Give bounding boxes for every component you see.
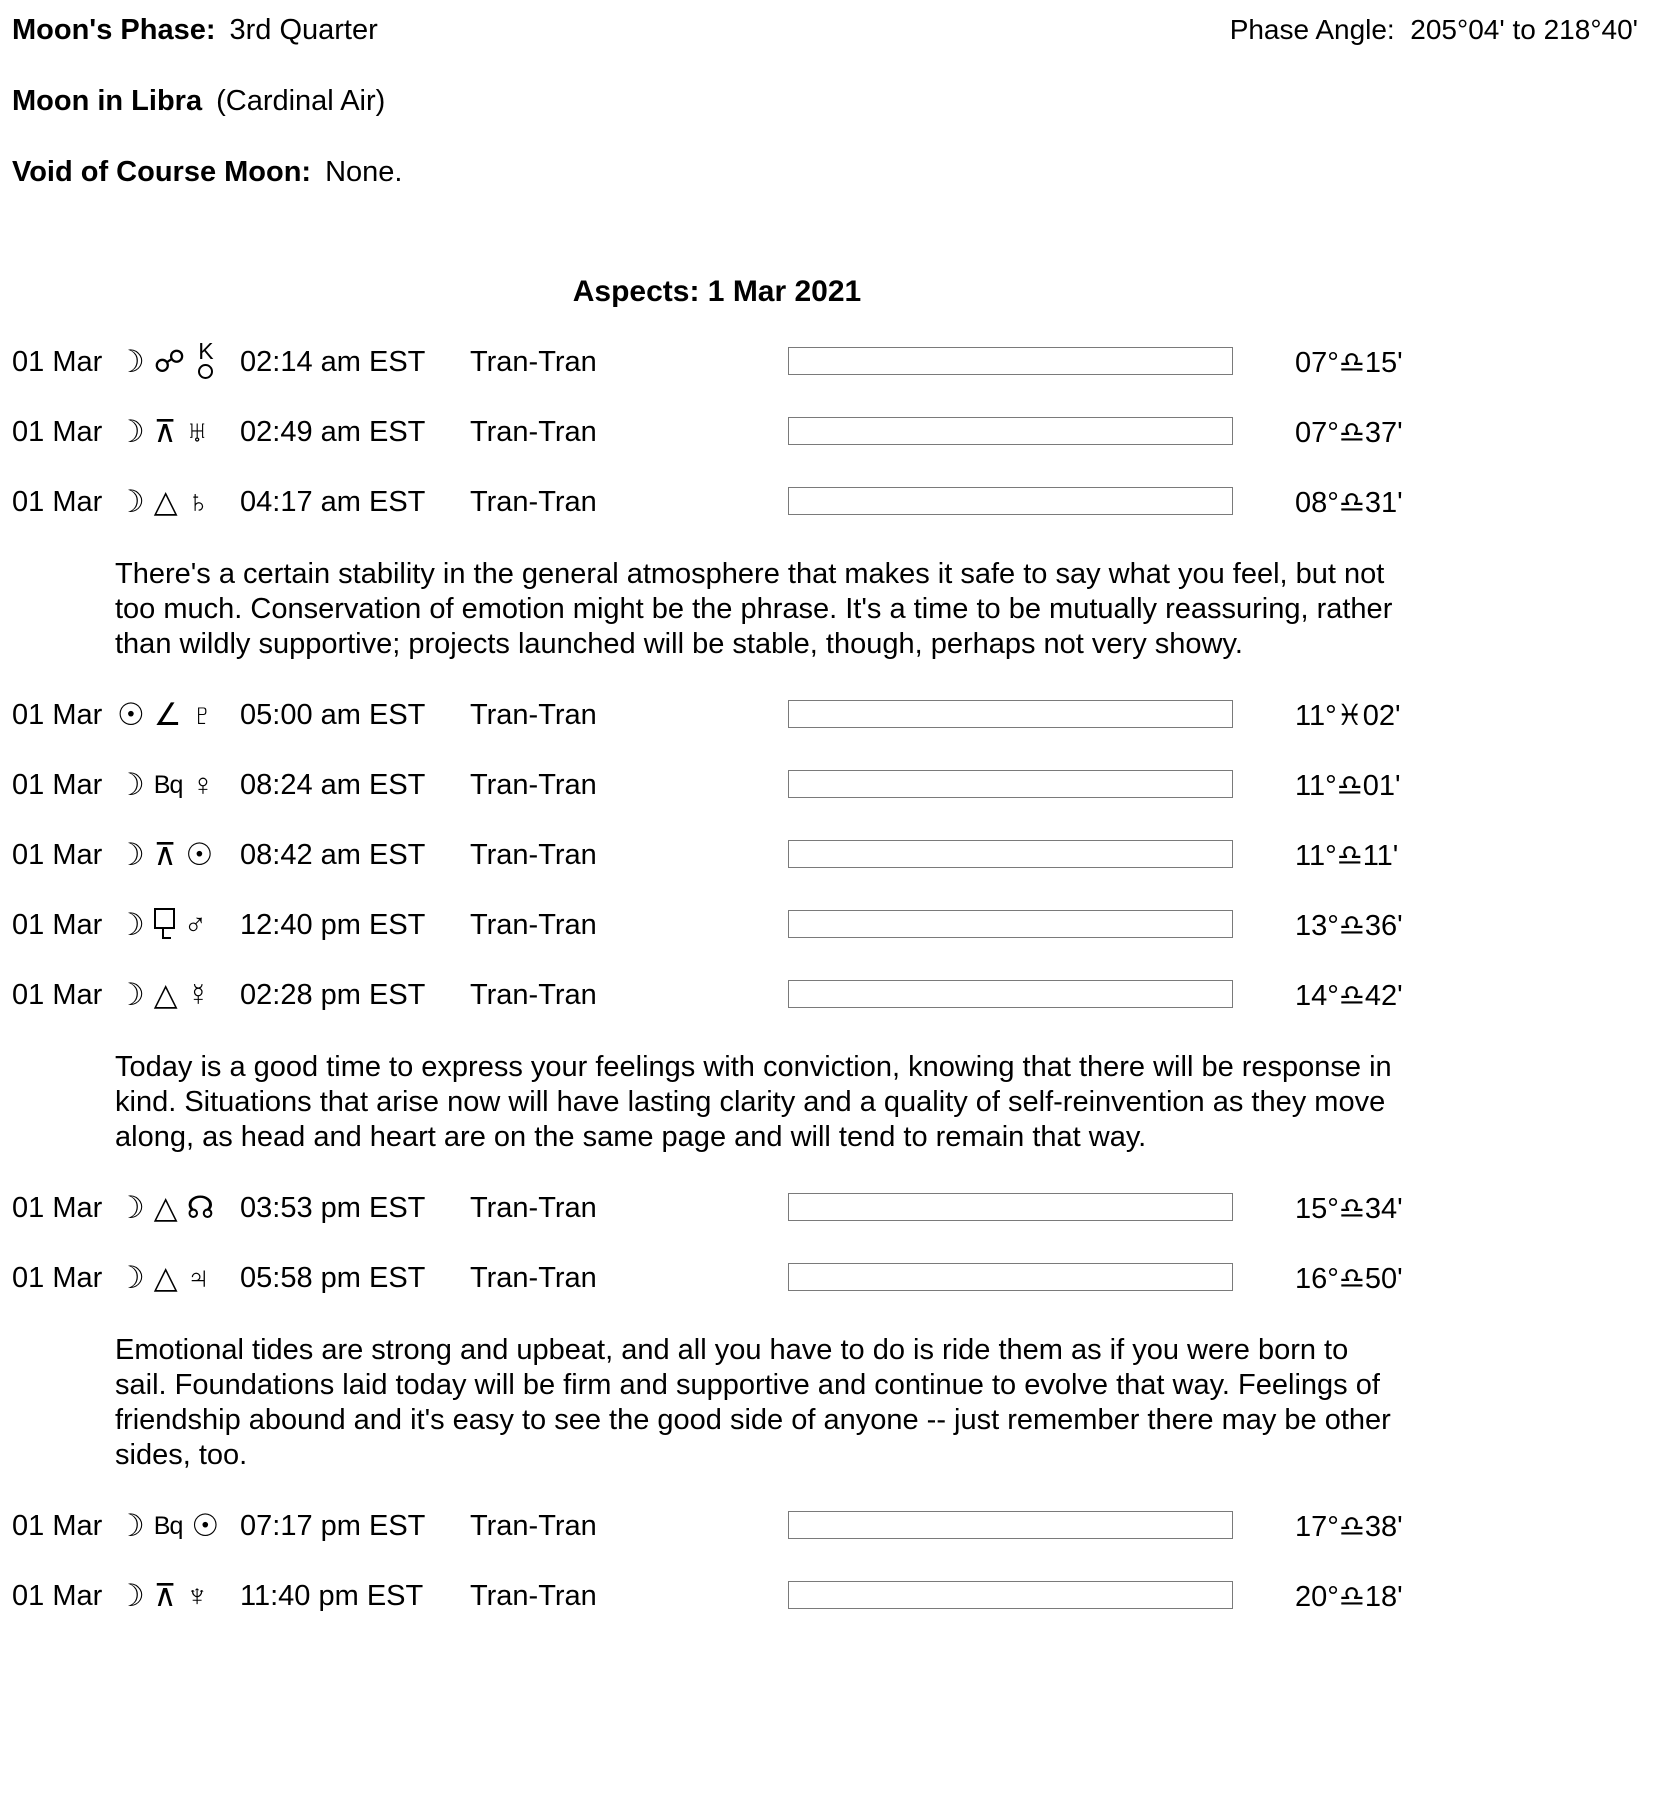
aspect-row xyxy=(0,484,1656,519)
biquintile-label: Bq xyxy=(153,1511,183,1540)
aspect-time: 02:14 am EST xyxy=(240,345,426,378)
aspect-position: 11°♓02' xyxy=(1295,699,1401,732)
saturn-icon: ♄ xyxy=(186,484,210,519)
aspect-time: 11:40 pm EST xyxy=(240,1579,424,1612)
moon-icon: ☽ xyxy=(117,344,145,379)
moon-sign-value: (Cardinal Air) xyxy=(216,85,386,117)
orb-progress-bar xyxy=(788,910,1233,938)
aspect-position: 14°♎42' xyxy=(1295,979,1403,1012)
sun-icon: ☉ xyxy=(185,837,214,872)
moon-phase-line xyxy=(0,14,1656,47)
aspect-position: 13°♎36' xyxy=(1295,909,1403,942)
aspect-symbols xyxy=(117,1508,240,1544)
opposition-icon: ☍ xyxy=(153,344,186,379)
aspect-date: 01 Mar xyxy=(12,415,103,448)
aspect-symbols xyxy=(117,907,240,943)
moon-icon: ☽ xyxy=(117,1260,145,1295)
aspect-time: 05:58 pm EST xyxy=(240,1261,426,1294)
moon-info-panel xyxy=(0,0,1656,189)
moon-icon: ☽ xyxy=(117,767,145,802)
aspect-symbols xyxy=(117,1260,240,1296)
aspect-symbols xyxy=(117,1190,240,1226)
aspect-row xyxy=(0,344,1656,379)
aspect-row xyxy=(0,837,1656,872)
aspect-position: 17°♎38' xyxy=(1295,1510,1403,1543)
aspect-time: 07:17 pm EST xyxy=(240,1509,426,1542)
aspect-time: 02:49 am EST xyxy=(240,415,426,448)
aspect-type: Tran-Tran xyxy=(470,1191,597,1224)
trine-icon: △ xyxy=(153,484,178,519)
aspect-symbols xyxy=(117,767,240,803)
orb-progress-bar xyxy=(788,347,1233,375)
biquintile-label: Bq xyxy=(153,770,183,799)
aspect-date: 01 Mar xyxy=(12,1579,103,1612)
aspect-position: 08°♎31' xyxy=(1295,486,1403,519)
aspect-date: 01 Mar xyxy=(12,698,103,731)
moon-icon: ☽ xyxy=(117,907,145,942)
aspect-symbols xyxy=(117,344,240,380)
phase-angle xyxy=(1230,14,1656,46)
neptune-icon: ♆ xyxy=(185,1578,209,1613)
semisquare-icon: ∠ xyxy=(153,697,182,732)
moon-icon: ☽ xyxy=(117,414,145,449)
aspect-position: 07°♎15' xyxy=(1295,346,1403,379)
aspect-position: 15°♎34' xyxy=(1295,1192,1403,1225)
void-of-course-value: None. xyxy=(325,156,403,188)
pluto-icon: ♇ xyxy=(190,697,214,732)
aspect-type: Tran-Tran xyxy=(470,908,597,941)
aspect-row xyxy=(0,1508,1656,1543)
uranus-icon: ♅ xyxy=(185,414,209,449)
aspect-date: 01 Mar xyxy=(12,1261,103,1294)
north-node-icon: ☊ xyxy=(186,1190,215,1225)
aspect-position: 16°♎50' xyxy=(1295,1262,1403,1295)
trine-icon: △ xyxy=(153,977,178,1012)
moon-icon: ☽ xyxy=(117,1578,145,1613)
aspect-row xyxy=(0,907,1656,942)
mercury-icon: ☿ xyxy=(186,977,210,1012)
aspect-position: 11°♎11' xyxy=(1295,839,1399,872)
aspect-date: 01 Mar xyxy=(12,345,103,378)
aspect-date: 01 Mar xyxy=(12,485,103,518)
aspects-title: Aspects: 1 Mar 2021 xyxy=(572,275,862,308)
phase-angle-label: Phase Angle: xyxy=(1229,14,1395,45)
aspect-interpretation: Today is a good time to express your feelings with conviction, knowing that there will be response in kind. Situations that arise now will have lasting clarity and a quality of self-reinvention as they move along, as head and heart are on the same page and will tend to remain that way. xyxy=(115,1051,1392,1153)
aspect-time: 04:17 am EST xyxy=(240,485,426,518)
aspect-date: 01 Mar xyxy=(12,978,103,1011)
orb-progress-bar xyxy=(788,770,1233,798)
orb-progress-bar xyxy=(788,1193,1233,1221)
aspect-date: 01 Mar xyxy=(12,908,103,941)
jupiter-icon: ♃ xyxy=(186,1260,210,1295)
orb-progress-bar xyxy=(788,417,1233,445)
orb-progress-bar xyxy=(788,1511,1233,1539)
aspect-symbols xyxy=(117,837,240,873)
quincunx-icon: ⊼ xyxy=(153,837,177,872)
orb-progress-bar xyxy=(788,980,1233,1008)
aspect-time: 12:40 pm EST xyxy=(240,908,426,941)
sun-icon: ☉ xyxy=(191,1508,220,1543)
aspect-row xyxy=(0,414,1656,449)
moon-icon: ☽ xyxy=(117,1508,145,1543)
orb-progress-bar xyxy=(788,700,1233,728)
aspect-date: 01 Mar xyxy=(12,838,103,871)
aspect-symbols xyxy=(117,414,240,450)
aspect-interpretation: There's a certain stability in the general atmosphere that makes it safe to say what you feel, but not too much. Conservation of emotion might be the phrase. It's a time to be mutually reassuring, rather than wildly supportive; projects launched will be stable, though, perhaps not very showy. xyxy=(115,558,1393,660)
aspect-type: Tran-Tran xyxy=(470,1261,597,1294)
aspect-type: Tran-Tran xyxy=(470,345,597,378)
aspect-date: 01 Mar xyxy=(12,768,103,801)
aspect-type: Tran-Tran xyxy=(470,838,597,871)
aspect-row xyxy=(0,767,1656,802)
sun-icon: ☉ xyxy=(117,697,145,732)
void-of-course-line xyxy=(0,156,1656,189)
aspect-symbols xyxy=(117,1578,240,1614)
mars-icon: ♂ xyxy=(183,907,208,942)
aspect-time: 02:28 pm EST xyxy=(240,978,426,1011)
aspect-position: 11°♎01' xyxy=(1295,769,1401,802)
quincunx-icon: ⊼ xyxy=(153,1578,177,1613)
moon-icon: ☽ xyxy=(117,977,145,1012)
void-of-course-label: Void of Course Moon: xyxy=(12,156,312,188)
orb-progress-bar xyxy=(788,487,1233,515)
orb-progress-bar xyxy=(788,840,1233,868)
aspect-row xyxy=(0,697,1656,732)
aspect-type: Tran-Tran xyxy=(470,698,597,731)
aspect-row xyxy=(0,1260,1656,1295)
aspect-time: 03:53 pm EST xyxy=(240,1191,426,1224)
aspect-symbols xyxy=(117,484,240,520)
quincunx-icon: ⊼ xyxy=(153,414,177,449)
aspect-type: Tran-Tran xyxy=(470,1509,597,1542)
aspect-type: Tran-Tran xyxy=(470,978,597,1011)
trine-icon: △ xyxy=(153,1260,178,1295)
aspect-time: 05:00 am EST xyxy=(240,698,426,731)
aspect-date: 01 Mar xyxy=(12,1191,103,1224)
aspect-symbols xyxy=(117,697,240,733)
aspect-time: 08:42 am EST xyxy=(240,838,426,871)
aspect-date: 01 Mar xyxy=(12,1509,103,1542)
orb-progress-bar xyxy=(788,1263,1233,1291)
moon-sign-label: Moon in Libra xyxy=(12,85,203,117)
venus-icon: ♀ xyxy=(191,767,215,802)
aspect-row xyxy=(0,1578,1656,1613)
moon-icon: ☽ xyxy=(117,837,145,872)
aspect-type: Tran-Tran xyxy=(470,485,597,518)
aspect-row xyxy=(0,977,1656,1012)
moon-icon: ☽ xyxy=(117,1190,145,1225)
orb-progress-bar xyxy=(788,1581,1233,1609)
aspect-type: Tran-Tran xyxy=(470,415,597,448)
moon-phase-value: 3rd Quarter xyxy=(229,14,378,46)
aspect-type: Tran-Tran xyxy=(470,768,597,801)
chiron-icon xyxy=(194,345,216,379)
aspect-time: 08:24 am EST xyxy=(240,768,426,801)
aspect-position: 20°♎18' xyxy=(1295,1580,1403,1613)
moon-phase-label: Moon's Phase: xyxy=(12,14,216,46)
aspects-list xyxy=(0,344,1656,1613)
aspect-position: 07°♎37' xyxy=(1295,416,1403,449)
aspect-row xyxy=(0,1190,1656,1225)
aspect-type: Tran-Tran xyxy=(470,1579,597,1612)
aspect-interpretation: Emotional tides are strong and upbeat, and all you have to do is ride them as if you were born to sail. Foundations laid today will be firm and supportive and continue to evolve that way. Feelings of friendship abound and it's easy to see the good side of anyone -- just remember there may be other sides, too. xyxy=(115,1334,1391,1471)
phase-angle-value: 205°04' to 218°40' xyxy=(1410,14,1638,45)
sesquiquadrate-icon xyxy=(154,908,175,929)
moon-sign-line xyxy=(0,85,1656,118)
moon-icon: ☽ xyxy=(117,484,145,519)
trine-icon: △ xyxy=(153,1190,178,1225)
aspect-symbols xyxy=(117,977,240,1013)
